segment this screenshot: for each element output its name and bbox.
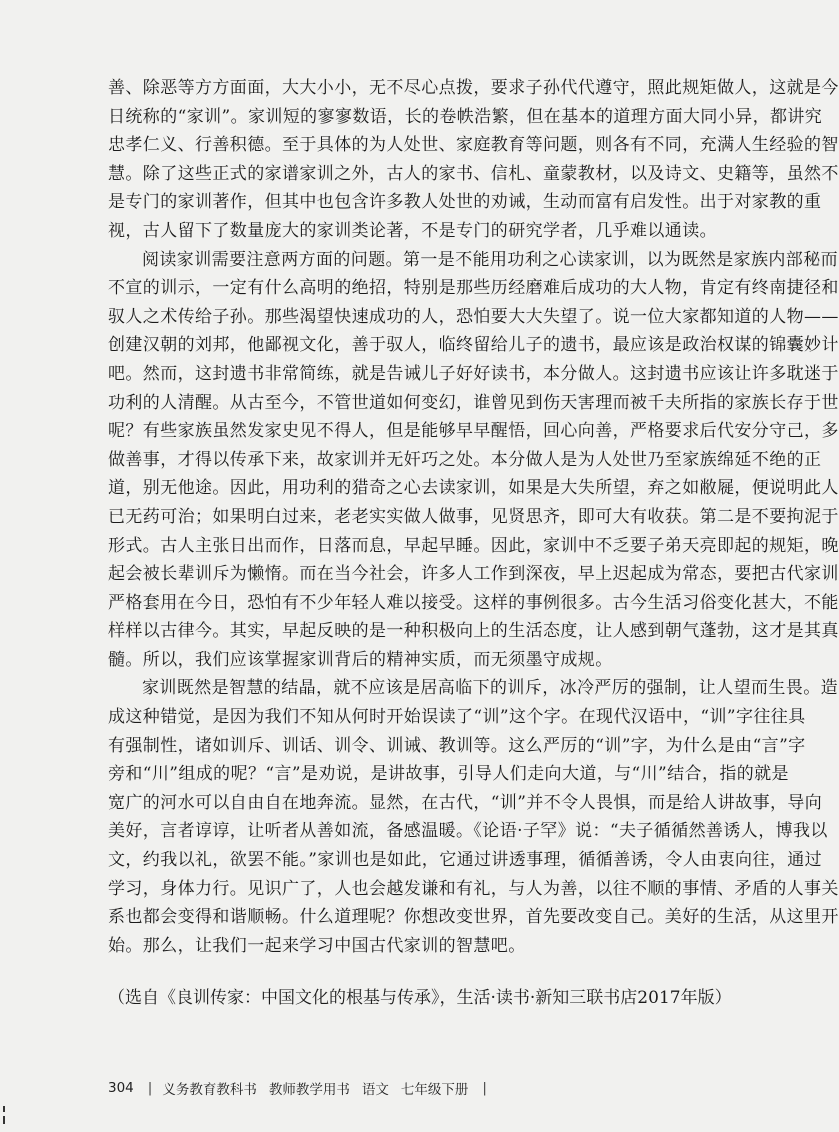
text-line: 日统称的“家训”。家训短的寥寥数语，长的卷帙浩繁，但在基本的道理方面大同小异，都讲究 xyxy=(108,106,823,127)
paragraph xyxy=(108,246,839,675)
text-line: 功利的人清醒。从古至今，不管世道如何变幻，谁曾见到伤天害理而被千夫所指的家族长存于世 xyxy=(108,392,839,413)
text-line: 样样以古律今。其实，早起反映的是一种积极向上的生活态度，让人感到朝气蓬勃，这才是其真 xyxy=(108,621,839,642)
text-line: 视，古人留下了数量庞大的家训类论著，不是专门的研究学者，几乎难以通读。 xyxy=(108,220,717,241)
page-number: 304 xyxy=(108,1080,134,1096)
text-line: 学习，身体力行。见识广了，人也会越发谦和有礼，与人为善，以往不顺的事情、矛盾的人事关 xyxy=(108,878,839,899)
text-line: 吧。然而，这封遗书非常简练，就是告诫儿子好好读书，本分做人。这封遗书应该让许多耽迷于 xyxy=(108,363,839,384)
text-line: 起会被长辈训斥为懒惰。而在当今社会，许多人工作到深夜，早上迟起成为常态，要把古代家训 xyxy=(108,564,839,585)
binding-edge-mark xyxy=(3,1106,6,1128)
text-line: 驭人之术传给子孙。那些渴望快速成功的人，恐怕要大大失望了。说一位大家都知道的人物—— xyxy=(108,306,839,327)
page-footer xyxy=(108,1078,487,1098)
text-line: 创建汉朝的刘邦，他鄙视文化，善于驭人，临终留给儿子的遗书，最应该是政治权谋的锦囊妙计 xyxy=(108,335,839,356)
footer-end-separator: | xyxy=(482,1080,487,1096)
text-line: 文，约我以礼，欲罢不能。”家训也是如此，它通过讲透事理，循循善诱，令人由衷向往，通过 xyxy=(108,850,822,871)
footer-book-type: 教师教学用书 xyxy=(268,1082,350,1098)
text-line: 不宣的训示，一定有什么高明的绝招，特别是那些历经磨难后成功的大人物，肯定有终南捷径和 xyxy=(108,278,839,299)
text-line: 善、除恶等方方面面，大大小小，无不尽心点拨，要求子孙代代遵守，照此规矩做人，这就是今 xyxy=(108,78,839,98)
text-line: 严格套用在今日，恐怕有不少年轻人难以接受。这样的事例很多。古今生活习俗变化甚大，不能 xyxy=(108,592,839,613)
body-text xyxy=(108,74,839,960)
text-line: 有强制性，诸如训斥、训话、训令、训诫、教训等。这么严厉的“训”字，为什么是由“言”字 xyxy=(108,735,806,756)
footer-subject: 语文 xyxy=(361,1082,389,1098)
footer-series: 义务教育教科书 xyxy=(162,1082,257,1098)
text-line: 阅读家训需要注意两方面的问题。第一是不能用功利之心读家训，以为既然是家族内部秘而 xyxy=(142,249,838,270)
text-line: 呢？有些家族虽然发家史见不得人，但是能够早早醒悟，回心向善，严格要求后代安分守己，多 xyxy=(108,421,839,442)
text-line: 做善事，才得以传承下来，故家训并无奸巧之处。本分做人是为人处世乃至家族绵延不绝的正 xyxy=(108,449,822,470)
paragraph xyxy=(108,674,839,960)
footer-grade: 七年级下册 xyxy=(400,1082,469,1098)
text-line: 形式。古人主张日出而作，日落而息，早起早睡。因此，家训中不乏要子弟天亮即起的规矩，晚 xyxy=(108,535,839,556)
text-line: 髓。所以，我们应该掌握家训背后的精神实质，而无须墨守成规。 xyxy=(108,649,613,670)
text-line: 家训既然是智慧的结晶，就不应该是居高临下的训斥，冰冷严厉的强制，让人望而生畏。造 xyxy=(142,678,838,699)
text-line: 旁和“川”组成的呢？“言”是劝说，是讲故事，引导人们走向大道，与“川”结合，指的就是 xyxy=(108,764,789,785)
text-line: 是专门的家训著作，但其中也包含许多教人处世的劝诫，生动而富有启发性。出于对家教的重 xyxy=(108,192,822,213)
text-line: 宽广的河水可以自由自在地奔流。显然，在古代，“训”并不令人畏惧，而是给人讲故事，导向 xyxy=(108,792,823,813)
paragraph xyxy=(108,74,839,246)
text-line: 已无药可治；如果明白过来，老老实实做人做事，见贤思齐，即可大有收获。第二是不要拘泥于 xyxy=(108,506,839,527)
text-line: 系也都会变得和谐顺畅。什么道理呢？你想改变世界，首先要改变自己。美好的生活，从这里开 xyxy=(108,907,839,928)
text-line: 美好，言者谆谆，让听者从善如流，备感温暖。《论语·子罕》说：“夫子循循然善诱人，博我以 xyxy=(108,821,828,842)
text-line: 道，别无他途。因此，用功利的猎奇之心去读家训，如果是大失所望，弃之如敝屣，便说明此人 xyxy=(108,478,839,499)
footer-separator: | xyxy=(147,1080,153,1096)
source-citation: （选自《良训传家：中国文化的根基与传承》，生活·读书·新知三联书店2017年版） xyxy=(108,988,732,1008)
text-line: 始。那么，让我们一起来学习中国古代家训的智慧吧。 xyxy=(108,935,526,956)
text-line: 忠孝仁义、行善积德。至于具体的为人处世、家庭教育等问题，则各有不同，充满人生经验的智 xyxy=(108,135,839,156)
text-line: 成这种错觉，是因为我们不知从何时开始误读了“训”这个字。在现代汉语中，“训”字往往具 xyxy=(108,707,806,728)
text-line: 慧。除了这些正式的家谱家训之外，古人的家书、信札、童蒙教材，以及诗文、史籍等，虽然不 xyxy=(108,163,839,184)
